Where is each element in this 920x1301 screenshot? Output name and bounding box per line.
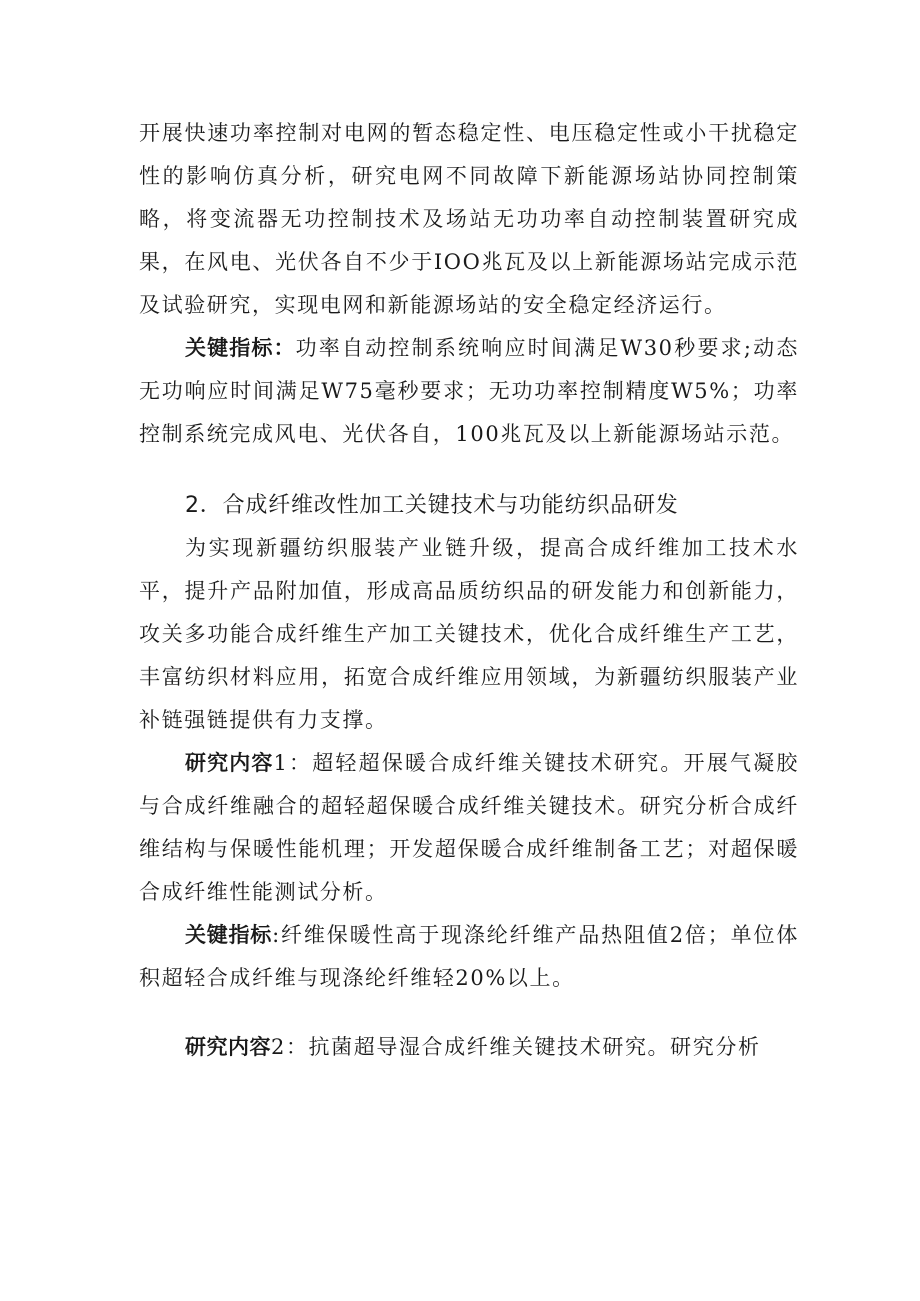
indicator-label: 关键指标 xyxy=(185,923,273,947)
paragraph-spacer xyxy=(139,1000,799,1026)
research-content-label: 研究内容 xyxy=(185,751,274,775)
research-content-2-paragraph xyxy=(139,1026,799,1069)
section1-indicator-paragraph xyxy=(139,327,799,456)
research-content-text: 2：抗菌超导湿合成纤维关键技术研究。研究分析 xyxy=(271,1035,761,1059)
section1-intro-text: 开展快速功率控制对电网的暂态稳定性、电压稳定性或小干扰稳定性的影响仿真分析，研究电网不同故障下新能源场站协同控制策略，将变流器无功控制技术及场站无功功率自动控制装置研究成果，在风电、光伏各自不少于IOO兆瓦及以上新能源场站完成示范及试验研究，实现电网和新能源场站的安全稳定经济运行。 xyxy=(139,121,799,317)
indicator-label: 关键指标： xyxy=(185,336,296,360)
section2-intro-paragraph xyxy=(139,527,799,742)
section2-indicator-paragraph xyxy=(139,914,799,1000)
research-content-label: 研究内容 xyxy=(185,1035,271,1059)
section2-intro-text: 为实现新疆纺织服装产业链升级，提高合成纤维加工技术水平，提升产品附加值，形成高品质纺织品的研发能力和创新能力，攻关多功能合成纤维生产加工关键技术，优化合成纤维生产工艺，丰富纺织材料应用，拓宽合成纤维应用领域，为新疆纺织服装产业补链强链提供有力支撑。 xyxy=(139,536,799,732)
indicator-text: 功率自动控制系统响应时间满足W30秒要求;动态无功响应时间满足W75毫秒要求；无功功率控制精度W5%；功率控制系统完成风电、光伏各自，100兆瓦及以上新能源场站示范。 xyxy=(139,336,799,446)
section1-intro-paragraph xyxy=(139,112,799,327)
document-page xyxy=(139,112,799,1069)
indicator-text: :纤维保暖性高于现涤纶纤维产品热阻值2倍；单位体积超轻合成纤维与现涤纶纤维轻20%以上。 xyxy=(139,923,799,990)
research-content-1-paragraph xyxy=(139,742,799,914)
section2-heading: 2．合成纤维改性加工关键技术与功能纺织品研发 xyxy=(185,493,679,518)
research-content-text: 1：超轻超保暖合成纤维关键技术研究。开展气凝胶与合成纤维融合的超轻超保暖合成纤维关键技术。研究分析合成纤维结构与保暖性能机理；开发超保暖合成纤维制备工艺；对超保暖合成纤维性能测试分析。 xyxy=(139,751,799,904)
section-spacer xyxy=(139,456,799,484)
